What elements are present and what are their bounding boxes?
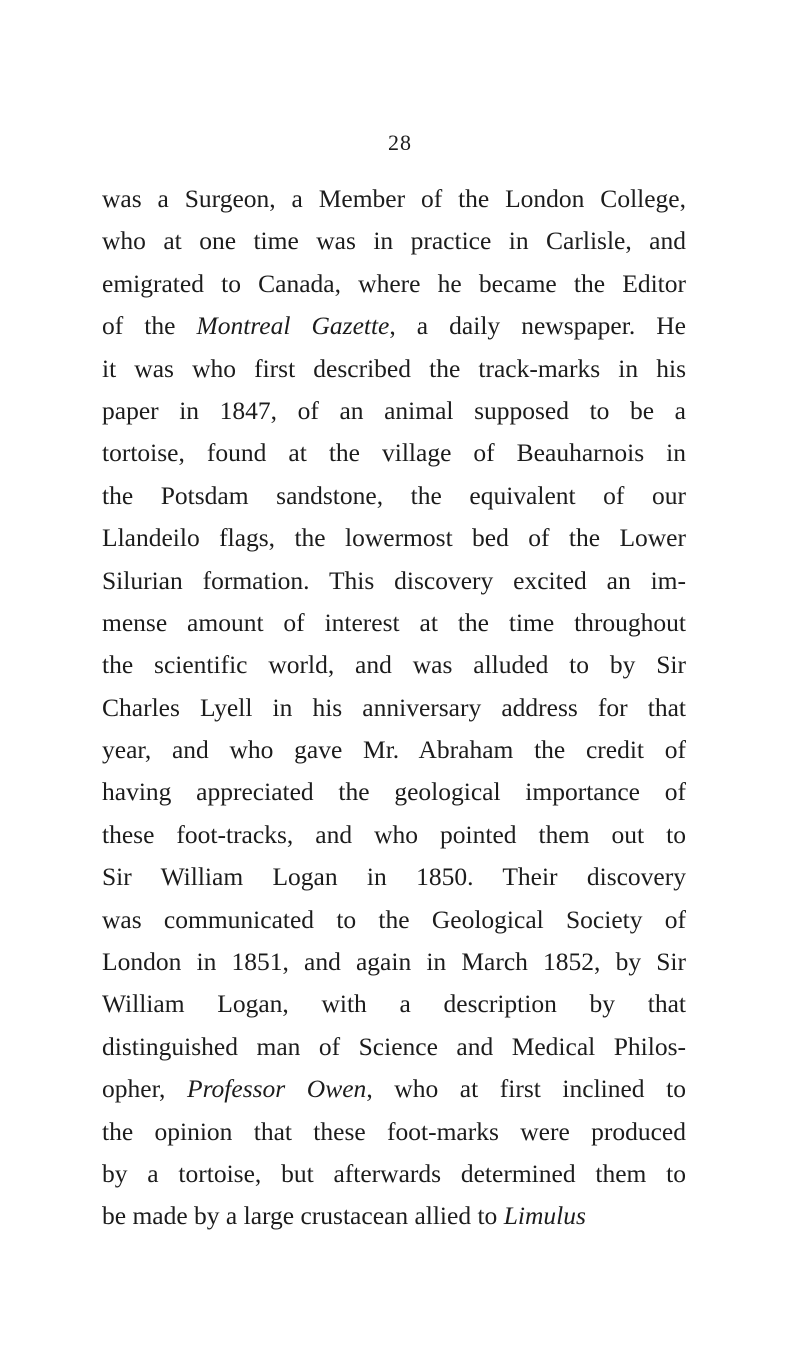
text-segment: opher, (102, 1074, 187, 1104)
text-segment: was communicated to the Geological Society of (102, 904, 686, 934)
text-line (102, 178, 686, 220)
text-line (102, 1026, 686, 1068)
text-segment: the opinion that these foot-marks were produced (102, 1116, 686, 1146)
text-line (102, 220, 686, 262)
text-segment: by a tortoise, but afterwards determined them to (102, 1158, 686, 1188)
text-line (102, 390, 686, 432)
text-line (102, 475, 686, 517)
text-segment: these foot-tracks, and who pointed them out to (102, 819, 686, 849)
italic-text: Montreal Gazette (196, 311, 390, 341)
text-line (102, 983, 686, 1025)
text-segment: emigrated to Canada, where he became the Editor (102, 268, 686, 298)
text-segment: , who at first inclined to (366, 1074, 686, 1104)
text-segment: Llandeilo flags, the lowermost bed of the Lower (102, 523, 686, 553)
body-text (102, 178, 686, 1238)
text-line (102, 348, 686, 390)
text-segment: the scientific world, and was alluded to by Sir (102, 650, 686, 680)
text-line (102, 1111, 686, 1153)
text-line (102, 1153, 686, 1195)
italic-text: Professor Owen (187, 1074, 367, 1104)
text-segment: of the (102, 311, 197, 341)
text-line (102, 729, 686, 771)
text-segment: Charles Lyell in his anniversary address for that (102, 692, 686, 722)
text-segment: distinguished man of Science and Medical Philos- (102, 1031, 686, 1061)
text-segment: Sir William Logan in 1850. Their discovery (102, 862, 686, 892)
text-line (102, 899, 686, 941)
text-segment: be made by a large crustacean allied to (102, 1201, 504, 1231)
text-line (102, 687, 686, 729)
text-line (102, 1195, 686, 1237)
text-segment: having appreciated the geological importance of (102, 777, 686, 807)
text-segment: mense amount of interest at the time throughout (102, 607, 686, 637)
text-segment: paper in 1847, of an animal supposed to be a (102, 395, 686, 425)
text-line (102, 814, 686, 856)
text-segment: the Potsdam sandstone, the equivalent of our (102, 480, 686, 510)
text-line (102, 263, 686, 305)
text-segment: year, and who gave Mr. Abraham the credit of (102, 735, 686, 765)
text-line (102, 432, 686, 474)
text-line (102, 560, 686, 602)
text-segment: tortoise, found at the village of Beauharnois in (102, 438, 686, 468)
text-segment: was a Surgeon, a Member of the London College, (102, 184, 686, 213)
text-segment: London in 1851, and again in March 1852, by Sir (102, 947, 686, 977)
text-line (102, 517, 686, 559)
text-line (102, 771, 686, 813)
text-segment: William Logan, with a description by that (102, 989, 686, 1019)
text-segment: , a daily newspaper. He (389, 311, 686, 341)
text-line (102, 941, 686, 983)
page-number: 28 (388, 130, 412, 155)
text-line (102, 1068, 686, 1110)
text-line (102, 644, 686, 686)
text-line (102, 305, 686, 347)
text-segment: Silurian formation. This discovery excited an im- (102, 565, 686, 595)
text-line (102, 856, 686, 898)
text-segment: it was who first described the track-marks in his (102, 353, 686, 383)
text-line (102, 602, 686, 644)
italic-text: Limulus (503, 1201, 586, 1231)
text-segment: who at one time was in practice in Carlisle, and (102, 226, 686, 256)
